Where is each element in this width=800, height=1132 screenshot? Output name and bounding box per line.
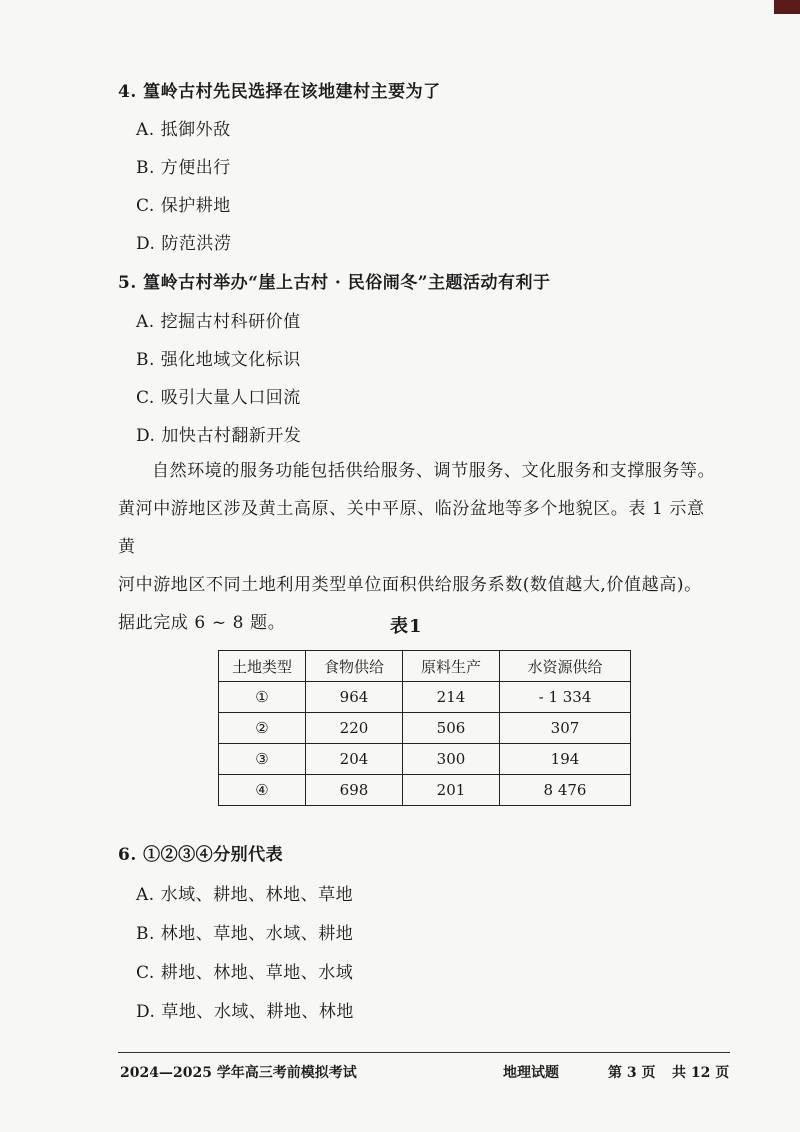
supply-coefficient-table xyxy=(218,650,631,806)
table-header-food: 食物供给 xyxy=(306,651,403,682)
table-cell: 194 xyxy=(500,744,631,775)
table-cell: 300 xyxy=(403,744,500,775)
table-cell: 8 476 xyxy=(500,775,631,806)
table-cell: ④ xyxy=(219,775,306,806)
table-row xyxy=(219,682,631,713)
table-header-land-type: 土地类型 xyxy=(219,651,306,682)
footer-page-number: 第 3 页 xyxy=(608,1065,656,1081)
page-edge-mark xyxy=(774,0,800,14)
question-4-option-b: B. 方便出行 xyxy=(136,158,231,178)
passage-line-2: 黄河中游地区涉及黄土高原、关中平原、临汾盆地等多个地貌区。表 1 示意黄 xyxy=(118,499,705,557)
question-4-option-c: C. 保护耕地 xyxy=(136,196,231,216)
question-5-stem: 5. 篁岭古村举办“崖上古村 · 民俗闹冬”主题活动有利于 xyxy=(118,273,551,293)
question-4-option-a: A. 抵御外敌 xyxy=(136,120,231,140)
table-cell: 307 xyxy=(500,713,631,744)
passage-line-1: 自然环境的服务功能包括供给服务、调节服务、文化服务和支撑服务等。 xyxy=(152,461,716,481)
question-6-option-c: C. 耕地、林地、草地、水域 xyxy=(136,963,354,983)
table-row xyxy=(219,713,631,744)
table-header-row xyxy=(219,651,631,682)
table-row xyxy=(219,744,631,775)
table-cell: 698 xyxy=(306,775,403,806)
table-cell: 204 xyxy=(306,744,403,775)
question-5-option-b: B. 强化地域文化标识 xyxy=(136,350,301,370)
table-cell: ① xyxy=(219,682,306,713)
table-cell: 506 xyxy=(403,713,500,744)
passage-line-3: 河中游地区不同土地利用类型单位面积供给服务系数(数值越大,价值越高)。 xyxy=(118,575,702,595)
table-header-water: 水资源供给 xyxy=(500,651,631,682)
question-6-option-d: D. 草地、水域、耕地、林地 xyxy=(136,1002,354,1022)
footer-subject: 地理试题 xyxy=(503,1065,559,1081)
table-cell: - 1 334 xyxy=(500,682,631,713)
table-cell: 214 xyxy=(403,682,500,713)
table-cell: 201 xyxy=(403,775,500,806)
passage-line-4: 据此完成 6 ~ 8 题。 xyxy=(118,613,286,633)
table-cell: ③ xyxy=(219,744,306,775)
question-6-option-a: A. 水域、耕地、林地、草地 xyxy=(136,885,354,905)
footer-divider xyxy=(118,1052,730,1053)
table-row xyxy=(219,775,631,806)
question-5-option-c: C. 吸引大量人口回流 xyxy=(136,388,301,408)
table-title: 表1 xyxy=(390,616,423,637)
footer-total-pages: 共 12 页 xyxy=(672,1065,730,1081)
table-cell: 964 xyxy=(306,682,403,713)
table-cell: ② xyxy=(219,713,306,744)
footer-exam-name: 2024—2025 学年高三考前模拟考试 xyxy=(120,1065,357,1081)
question-6-stem: 6. ①②③④分别代表 xyxy=(118,845,284,865)
question-6-option-b: B. 林地、草地、水域、耕地 xyxy=(136,924,354,944)
question-4-option-d: D. 防范洪涝 xyxy=(136,234,232,254)
question-4-stem: 4. 篁岭古村先民选择在该地建村主要为了 xyxy=(118,82,441,102)
question-5-option-a: A. 挖掘古村科研价值 xyxy=(136,312,301,332)
question-5-option-d: D. 加快古村翻新开发 xyxy=(136,426,302,446)
table-cell: 220 xyxy=(306,713,403,744)
table-header-raw-material: 原料生产 xyxy=(403,651,500,682)
